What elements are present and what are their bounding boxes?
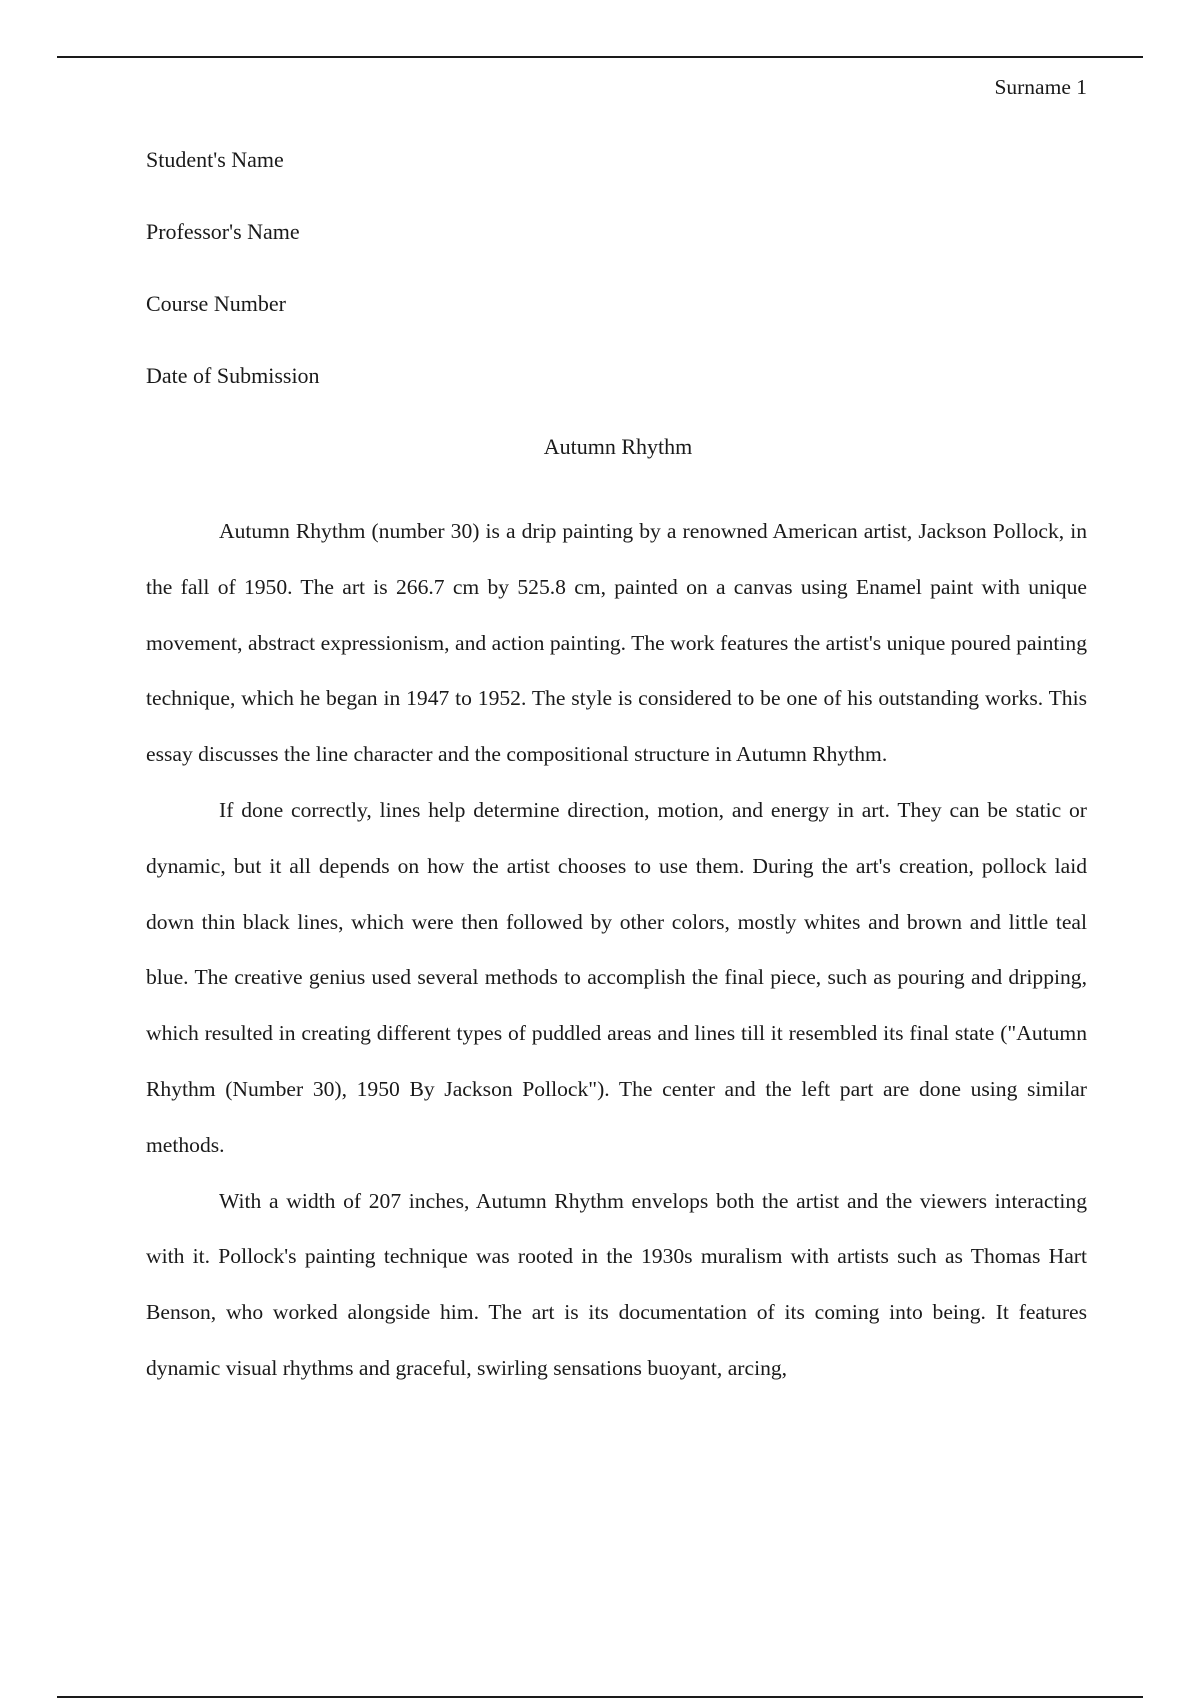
top-page-border: [57, 56, 1143, 58]
date-line: [146, 361, 1090, 433]
essay-title: Autumn Rhythm: [543, 434, 693, 459]
bottom-page-border: [57, 1696, 1143, 1698]
student-name-line: [146, 145, 1090, 217]
mla-heading: [146, 145, 1090, 433]
body-paragraph-1: Autumn Rhythm (number 30) is a drip painting by a renowned American artist, Jackson Pollock, in the fall of 1950. The art is 266.7 cm by 525.8 cm, painted on a canvas using Enamel paint with unique movement, abstract expressionism, and action painting. The work features the artist's unique poured painting technique, which he began in 1947 to 1952. The style is considered to be one of his outstanding works. This essay discusses the line character and the compositional structure in Autumn Rhythm.: [146, 519, 1087, 767]
student-name: Student's Name: [146, 147, 284, 172]
professor-name-line: [146, 217, 1090, 289]
professor-name: Professor's Name: [146, 219, 300, 244]
body-paragraph-2: If done correctly, lines help determine direction, motion, and energy in art. They can be static or dynamic, but it all depends on how the artist chooses to use them. During the art's creation, pollock laid down thin black lines, which were then followed by other colors, mostly whites and brown and little teal blue. The creative genius used several methods to accomplish the final piece, such as pouring and dripping, which resulted in creating different types of puddled areas and lines till it resembled its final state ("Autumn Rhythm (Number 30), 1950 By Jackson Pollock"). The center and the left part are done using similar methods.: [146, 797, 1087, 1157]
course-number: Course Number: [146, 291, 286, 316]
date-of-submission: Date of Submission: [146, 363, 320, 388]
course-number-line: [146, 289, 1090, 361]
essay-body: [146, 504, 1087, 1397]
running-header: Surname 1: [994, 75, 1087, 99]
body-paragraph-3: With a width of 207 inches, Autumn Rhythm envelops both the artist and the viewers interacting with it. Pollock's painting technique was rooted in the 1930s muralism with artists such as Thomas Hart Benson, who worked alongside him. The art is its documentation of its coming into being. It features dynamic visual rhythms and graceful, swirling sensations buoyant, arcing,: [146, 1188, 1087, 1380]
